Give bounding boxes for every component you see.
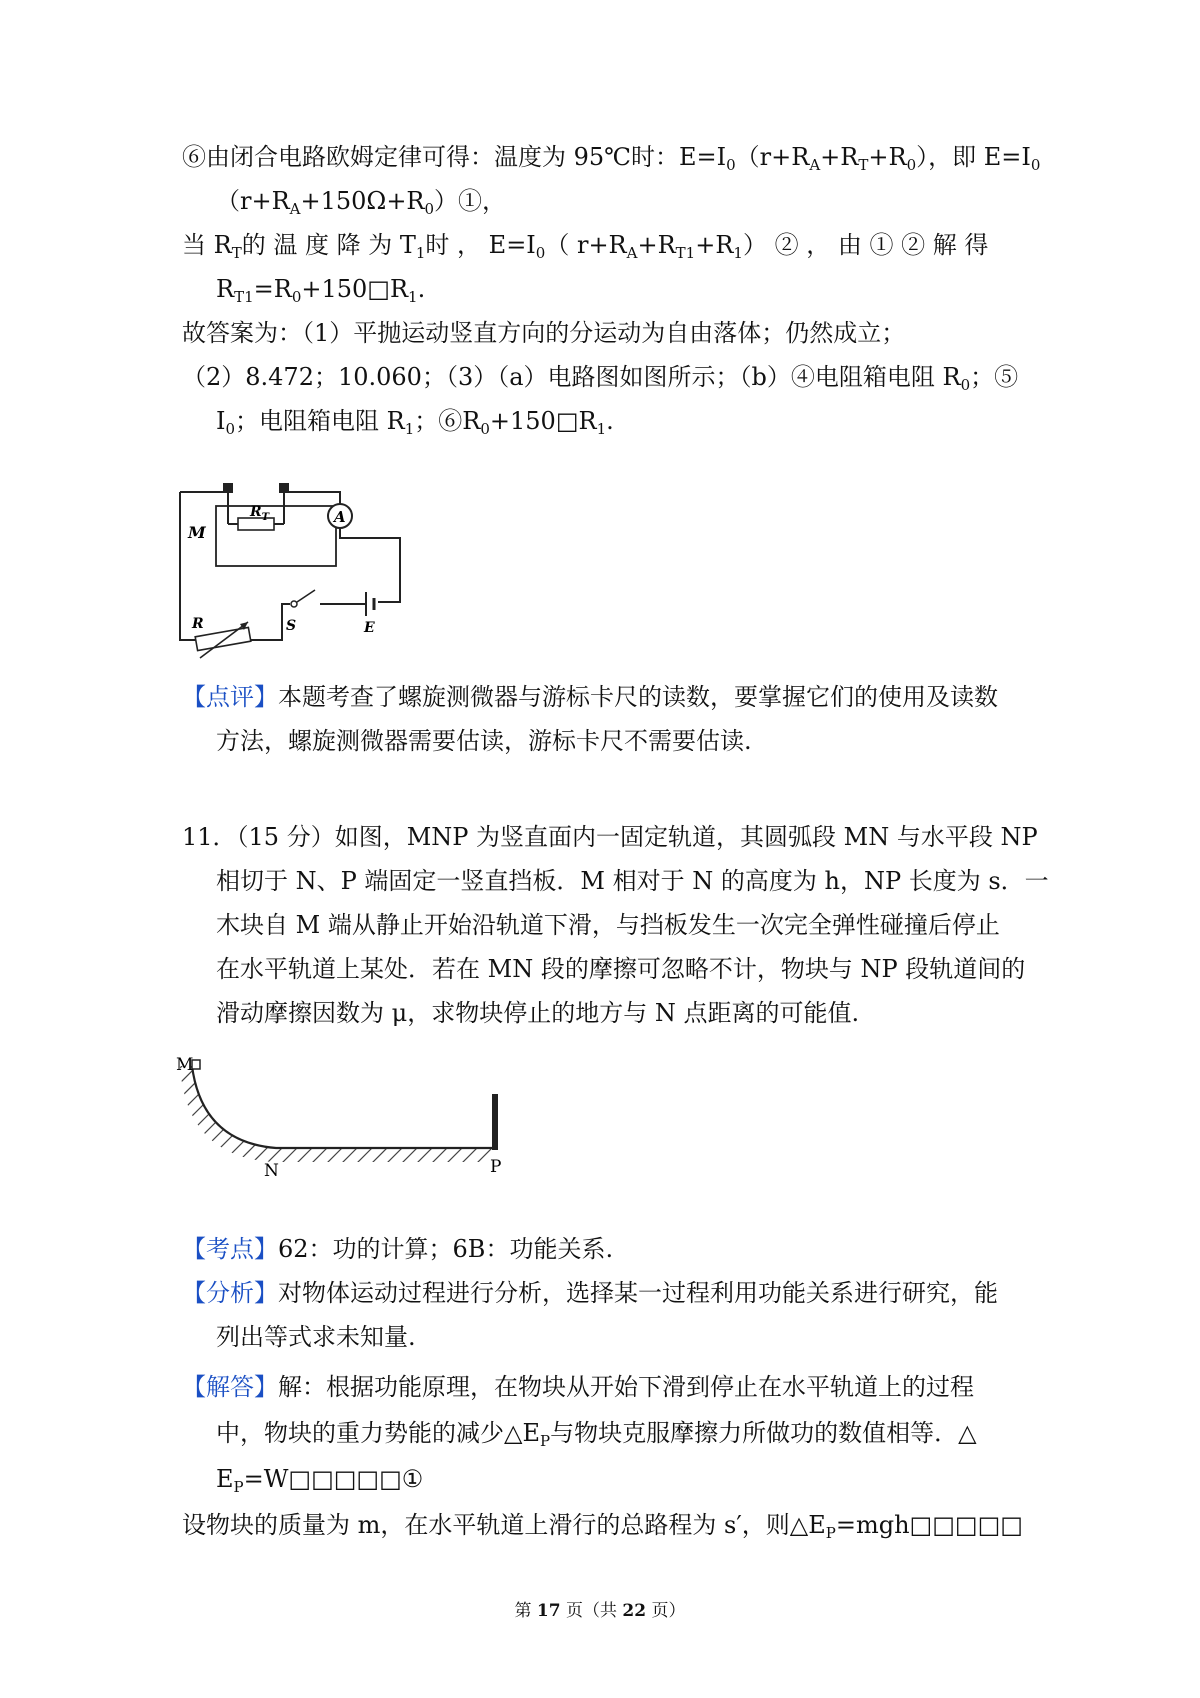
solution-line-4: $R_{T1}=R_0+150□R_1$. bbox=[216, 275, 426, 306]
jieda-tag: 【解答】 bbox=[182, 1373, 278, 1401]
fenxi-line-2: 列出等式求未知量. bbox=[216, 1323, 416, 1351]
solution-line-3: 当 $R_T$的 温 度 降 为 $T_1$时 ， $E=I_0$（ $r+R_A+R_{T1}+R_1$） ② ， 由 ① ② 解 得 bbox=[182, 231, 989, 262]
comment-line-1: 【点评】本题考查了螺旋测微器与游标卡尺的读数，要掌握它们的使用及读数 bbox=[182, 683, 998, 711]
jieda-line-1: 【解答】解：根据功能原理，在物块从开始下滑到停止在水平轨道上的过程 bbox=[182, 1373, 974, 1401]
track-label-m: M bbox=[176, 1055, 194, 1075]
answer-line-1: 故答案为：（1）平抛运动竖直方向的分运动为自由落体；仍然成立； bbox=[182, 319, 906, 347]
jieda-line-3: $E_P=W□□□□□①$ bbox=[216, 1465, 424, 1496]
circuit-label-s: S bbox=[286, 618, 297, 634]
circuit-diagram bbox=[170, 480, 420, 665]
kaodian-line: 【考点】62：功的计算；6B：功能关系. bbox=[182, 1235, 614, 1263]
solution-line-1: ⑥由闭合电路欧姆定律可得：温度为 95℃时：$E=I_0(r+R_A+R_T+R_0)$，即 $E=I_0$ bbox=[182, 143, 1041, 174]
track-diagram bbox=[176, 1052, 516, 1180]
page-footer: 第 17 页（共 22 页） bbox=[514, 1601, 686, 1621]
comment-tag: 【点评】 bbox=[182, 683, 278, 711]
fenxi-line-1: 【分析】对物体运动过程进行分析，选择某一过程利用功能关系进行研究，能 bbox=[182, 1279, 998, 1307]
question-line-5: 滑动摩擦因数为 μ，求物块停止的地方与 N 点距离的可能值. bbox=[216, 999, 860, 1027]
page-total: 22 bbox=[622, 1601, 647, 1621]
question-line-3: 木块自 M 端从静止开始沿轨道下滑，与挡板发生一次完全弹性碰撞后停止 bbox=[216, 911, 1000, 939]
track-label-p: P bbox=[490, 1157, 502, 1177]
circuit-label-r: R bbox=[192, 616, 204, 632]
page-number: 17 bbox=[536, 1601, 561, 1621]
track-label-n: N bbox=[264, 1161, 279, 1180]
fenxi-tag: 【分析】 bbox=[182, 1279, 278, 1307]
kaodian-tag: 【考点】 bbox=[182, 1235, 278, 1263]
answer-line-3: $I_0$；电阻箱电阻 $R_1$；$⑥R_0+150□R_1$. bbox=[216, 407, 614, 438]
circuit-label-a: A bbox=[334, 508, 346, 526]
wall-barrier bbox=[492, 1094, 498, 1150]
question-line-4: 在水平轨道上某处．若在 MN 段的摩擦可忽略不计，物块与 NP 段轨道间的 bbox=[216, 955, 1026, 983]
question-line-1: 11．（15 分）如图，MNP 为竖直面内一固定轨道，其圆弧段 MN 与水平段 NP bbox=[182, 823, 1038, 851]
question-line-2: 相切于 N、P 端固定一竖直挡板．M 相对于 N 的高度为 h，NP 长度为 s．一 bbox=[216, 867, 1049, 895]
circuit-label-rt: $R_T$ bbox=[250, 504, 270, 523]
solution-line-2: $(r+R_A+150\Omega+R_0)①$， bbox=[216, 187, 507, 218]
comment-line-2: 方法，螺旋测微器需要估读，游标卡尺不需要估读. bbox=[216, 727, 752, 755]
jieda-line-2: 中，物块的重力势能的减少$\triangle E_P$与物块克服摩擦力所做功的数值相等．△ bbox=[216, 1419, 977, 1450]
circuit-label-e: E bbox=[364, 620, 375, 636]
answer-line-2: （2）8.472；10.060；（3）（a）电路图如图所示；（b）④电阻箱电阻 $R_0$；⑤ bbox=[182, 363, 1019, 394]
jieda-line-4: 设物块的质量为 m，在水平轨道上滑行的总路程为 s′，则$\triangle E_P=mgh□□□□□$ bbox=[182, 1511, 1023, 1542]
circuit-label-m: M bbox=[188, 523, 206, 542]
